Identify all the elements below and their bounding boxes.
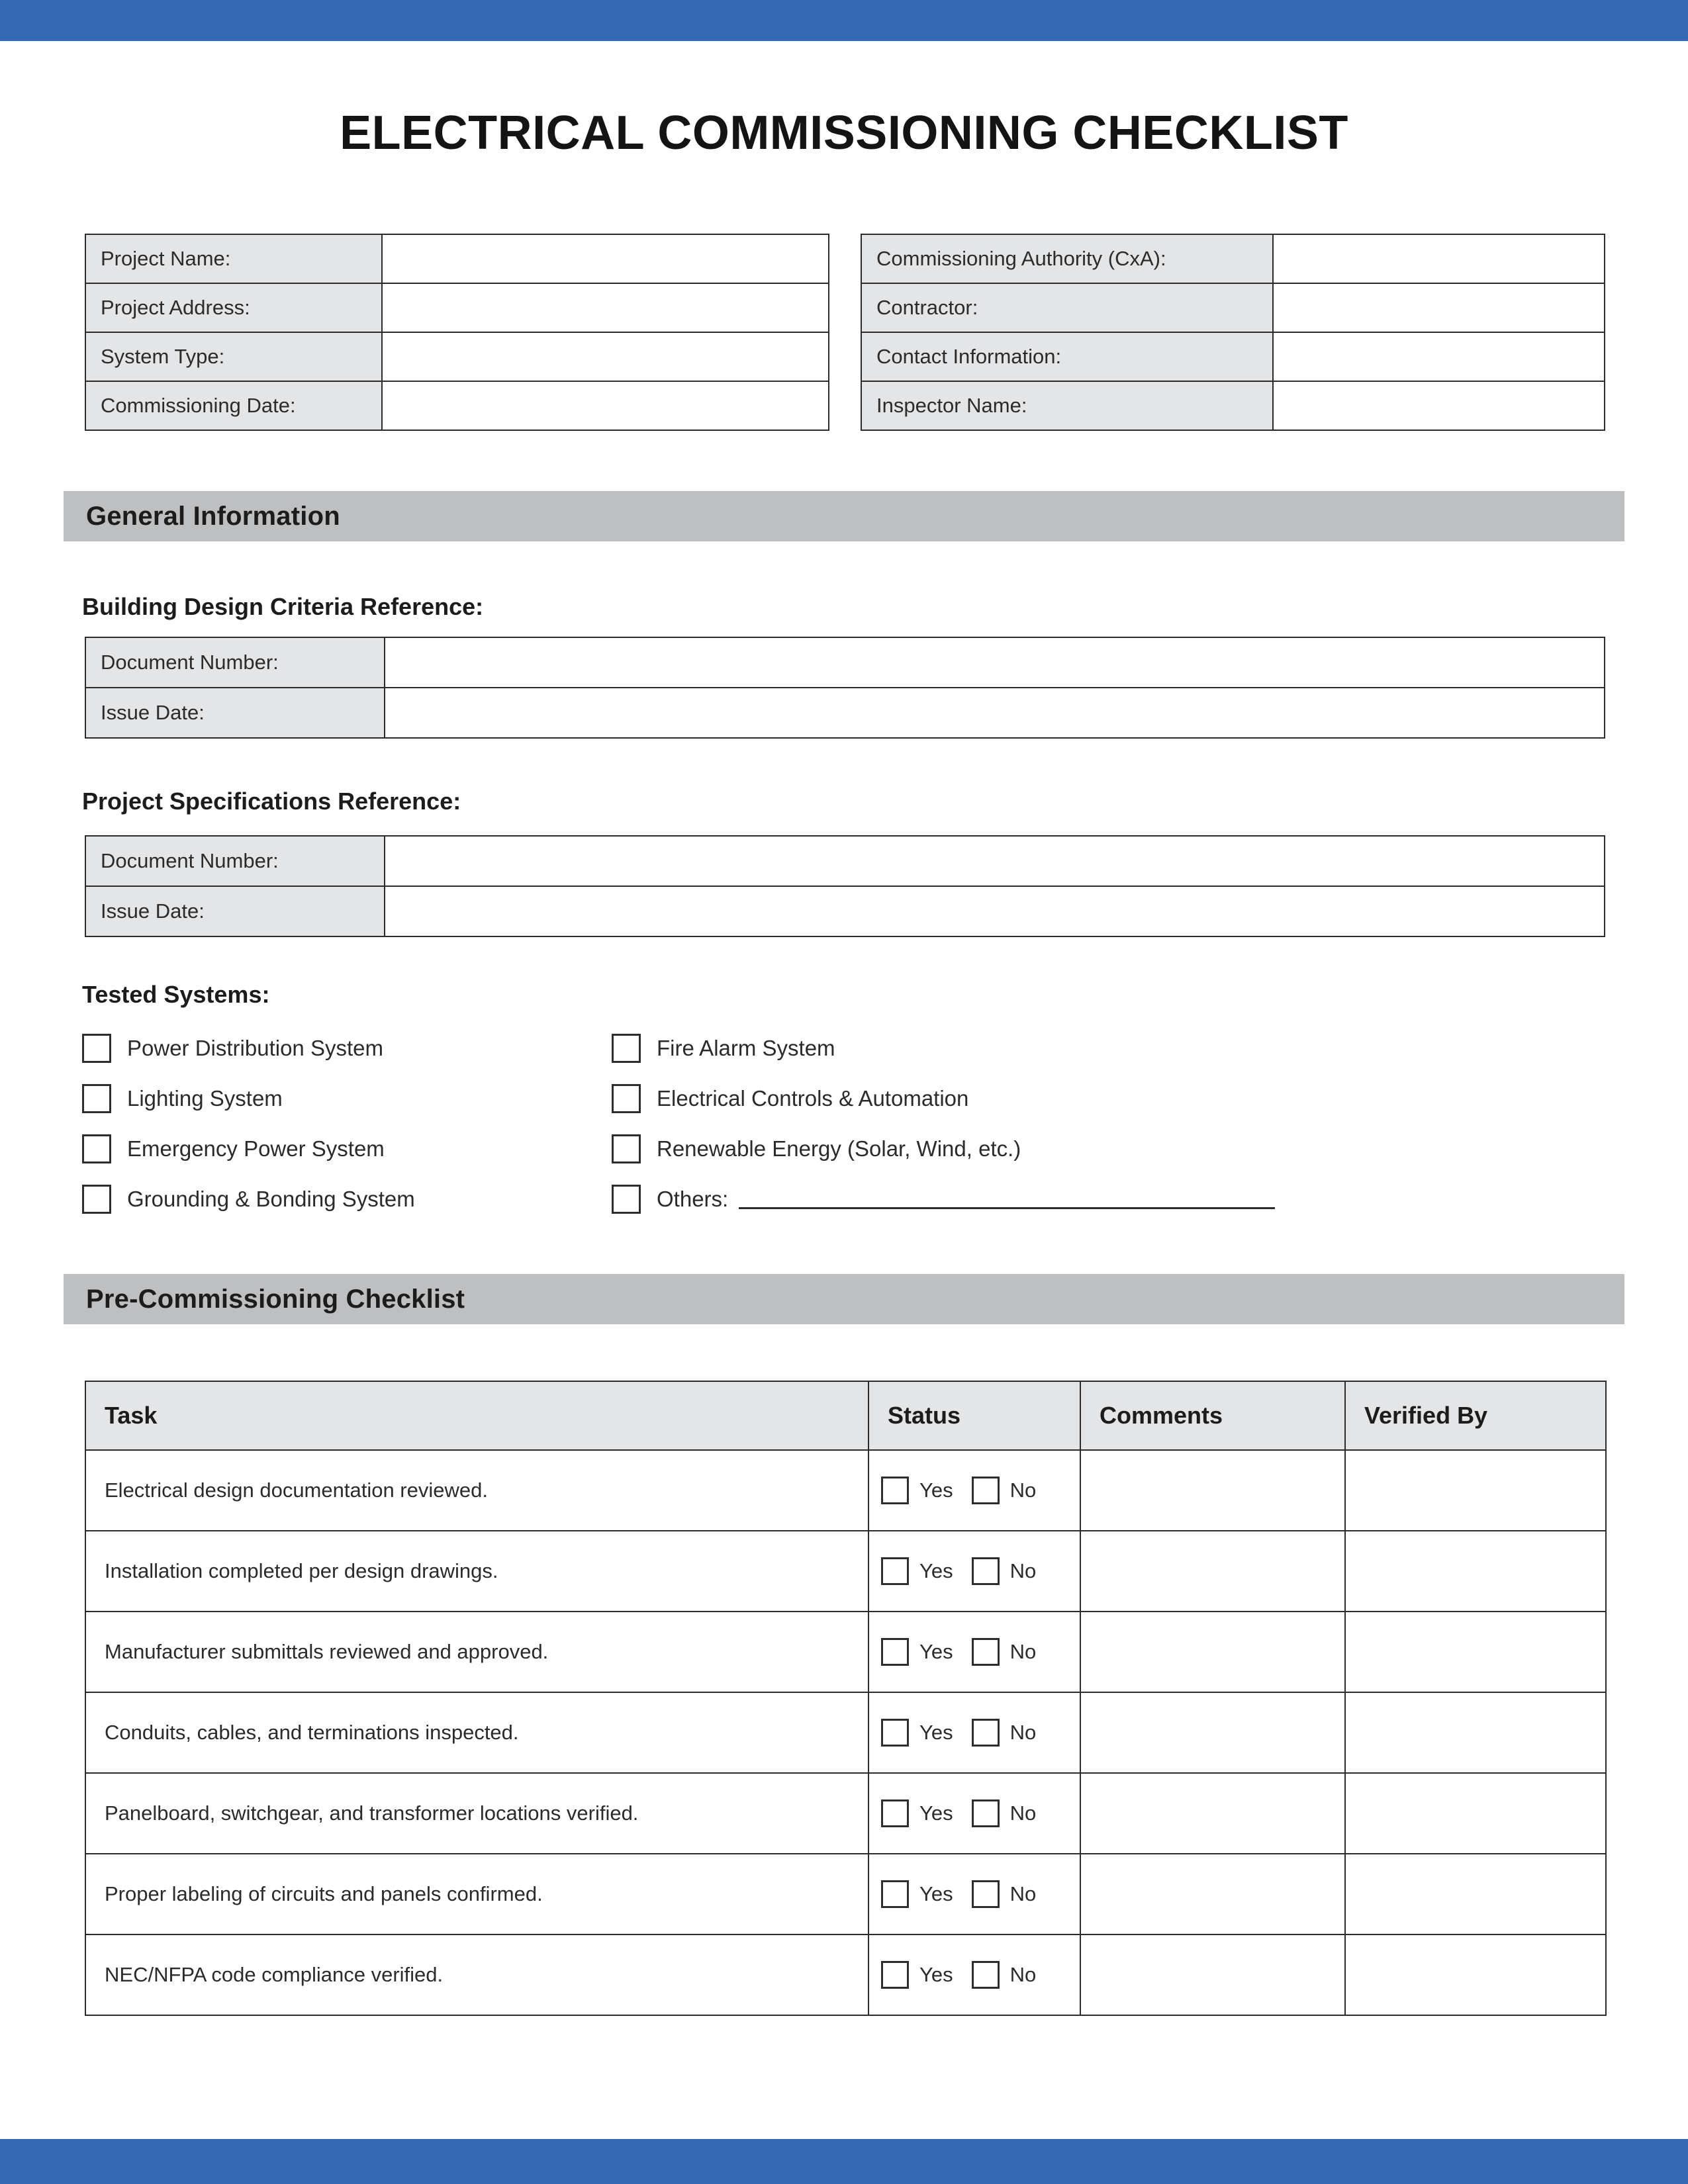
tested-system-option-lighting[interactable] bbox=[82, 1084, 612, 1113]
status-yes-label: Yes bbox=[919, 1963, 953, 1986]
checkbox-label: Renewable Energy (Solar, Wind, etc.) bbox=[657, 1136, 1021, 1161]
table-row bbox=[85, 332, 829, 381]
system-type-input[interactable] bbox=[382, 332, 829, 381]
commissioning-authority-input[interactable] bbox=[1273, 234, 1605, 283]
field-label: Project Name: bbox=[85, 234, 382, 283]
task-text: Manufacturer submittals reviewed and approved. bbox=[85, 1612, 868, 1692]
section-header-general-information: General Information bbox=[64, 491, 1624, 541]
table-row bbox=[85, 283, 829, 332]
tested-system-option-power-distribution[interactable] bbox=[82, 1034, 612, 1063]
status-cell bbox=[868, 1612, 1080, 1692]
checkbox-label: Emergency Power System bbox=[127, 1136, 385, 1161]
contact-information-input[interactable] bbox=[1273, 332, 1605, 381]
checkbox-icon[interactable] bbox=[612, 1034, 641, 1063]
others-write-in-field[interactable] bbox=[739, 1189, 1275, 1209]
column-header-task: Task bbox=[85, 1381, 868, 1450]
table-row bbox=[85, 1773, 1606, 1854]
party-info-body bbox=[861, 234, 1605, 430]
tested-system-option-renewable-energy[interactable] bbox=[612, 1134, 1340, 1163]
header-info-section bbox=[85, 234, 1605, 431]
list-item bbox=[82, 1023, 1472, 1073]
status-yes-label: Yes bbox=[919, 1479, 953, 1502]
table-row bbox=[85, 1934, 1606, 2015]
building-design-criteria-table bbox=[85, 637, 1605, 739]
list-item bbox=[82, 1174, 1472, 1224]
table-row bbox=[861, 381, 1605, 430]
project-info-table bbox=[85, 234, 829, 431]
checkbox-no-icon[interactable] bbox=[972, 1557, 1000, 1585]
status-no-label: No bbox=[1009, 1882, 1037, 1905]
checkbox-icon[interactable] bbox=[82, 1084, 111, 1113]
checkbox-yes-icon[interactable] bbox=[881, 1961, 909, 1989]
checkbox-no-icon[interactable] bbox=[972, 1880, 1000, 1908]
comments-input[interactable] bbox=[1080, 1531, 1345, 1612]
party-info-table bbox=[861, 234, 1605, 431]
field-label: Inspector Name: bbox=[861, 381, 1273, 430]
bdc-document-number-input[interactable] bbox=[385, 637, 1605, 688]
table-row bbox=[85, 1612, 1606, 1692]
column-header-comments: Comments bbox=[1080, 1381, 1345, 1450]
field-label: Contractor: bbox=[861, 283, 1273, 332]
checklist-body bbox=[85, 1450, 1606, 2015]
comments-input[interactable] bbox=[1080, 1773, 1345, 1854]
table-row bbox=[85, 836, 1605, 886]
checkbox-label: Fire Alarm System bbox=[657, 1036, 835, 1060]
checkbox-label: Lighting System bbox=[127, 1086, 283, 1111]
project-info-body bbox=[85, 234, 829, 430]
verified-by-input[interactable] bbox=[1345, 1531, 1606, 1612]
comments-input[interactable] bbox=[1080, 1854, 1345, 1934]
table-row bbox=[861, 234, 1605, 283]
status-no-label: No bbox=[1009, 1721, 1037, 1744]
checkbox-yes-icon[interactable] bbox=[881, 1799, 909, 1827]
status-cell bbox=[868, 1692, 1080, 1773]
inspector-name-input[interactable] bbox=[1273, 381, 1605, 430]
task-text: Conduits, cables, and terminations inspected. bbox=[85, 1692, 868, 1773]
field-label: Contact Information: bbox=[861, 332, 1273, 381]
checkbox-label: Electrical Controls & Automation bbox=[657, 1086, 969, 1111]
field-label: Project Address: bbox=[85, 283, 382, 332]
building-design-criteria-heading: Building Design Criteria Reference: bbox=[82, 593, 484, 620]
task-text: Installation completed per design drawings. bbox=[85, 1531, 868, 1612]
status-cell bbox=[868, 1773, 1080, 1854]
bottom-accent-bar bbox=[0, 2139, 1688, 2184]
spec-document-number-input[interactable] bbox=[385, 836, 1605, 886]
task-text: NEC/NFPA code compliance verified. bbox=[85, 1934, 868, 2015]
comments-input[interactable] bbox=[1080, 1450, 1345, 1531]
column-header-verified-by: Verified By bbox=[1345, 1381, 1606, 1450]
checkbox-yes-icon[interactable] bbox=[881, 1557, 909, 1585]
status-cell bbox=[868, 1531, 1080, 1612]
project-address-input[interactable] bbox=[382, 283, 829, 332]
field-label: Commissioning Authority (CxA): bbox=[861, 234, 1273, 283]
comments-input[interactable] bbox=[1080, 1934, 1345, 2015]
table-row bbox=[85, 1692, 1606, 1773]
comments-input[interactable] bbox=[1080, 1692, 1345, 1773]
checkbox-icon[interactable] bbox=[82, 1185, 111, 1214]
checkbox-icon[interactable] bbox=[612, 1084, 641, 1113]
column-header-status: Status bbox=[868, 1381, 1080, 1450]
table-row bbox=[861, 332, 1605, 381]
project-specifications-table bbox=[85, 835, 1605, 937]
project-specifications-heading: Project Specifications Reference: bbox=[82, 788, 461, 815]
field-label: Document Number: bbox=[85, 637, 385, 688]
table-row bbox=[85, 637, 1605, 688]
checkbox-label: Power Distribution System bbox=[127, 1036, 383, 1060]
checkbox-label: Grounding & Bonding System bbox=[127, 1187, 415, 1211]
status-no-label: No bbox=[1009, 1640, 1037, 1663]
field-label: Commissioning Date: bbox=[85, 381, 382, 430]
checkbox-yes-icon[interactable] bbox=[881, 1638, 909, 1666]
table-row bbox=[85, 1531, 1606, 1612]
status-no-label: No bbox=[1009, 1479, 1037, 1502]
tested-system-option-fire-alarm[interactable] bbox=[612, 1034, 1340, 1063]
verified-by-input[interactable] bbox=[1345, 1450, 1606, 1531]
verified-by-input[interactable] bbox=[1345, 1854, 1606, 1934]
status-yes-label: Yes bbox=[919, 1721, 953, 1744]
table-row bbox=[861, 283, 1605, 332]
checkbox-yes-icon[interactable] bbox=[881, 1477, 909, 1504]
table-header-row bbox=[85, 1381, 1606, 1450]
table-row bbox=[85, 1854, 1606, 1934]
status-yes-label: Yes bbox=[919, 1559, 953, 1582]
checkbox-no-icon[interactable] bbox=[972, 1799, 1000, 1827]
verified-by-input[interactable] bbox=[1345, 1773, 1606, 1854]
checkbox-no-icon[interactable] bbox=[972, 1638, 1000, 1666]
table-row bbox=[85, 886, 1605, 936]
field-label: Issue Date: bbox=[85, 688, 385, 738]
spec-issue-date-input[interactable] bbox=[385, 886, 1605, 936]
table-row bbox=[85, 1450, 1606, 1531]
status-no-label: No bbox=[1009, 1801, 1037, 1825]
contractor-input[interactable] bbox=[1273, 283, 1605, 332]
table-row bbox=[85, 234, 829, 283]
checkbox-icon[interactable] bbox=[82, 1034, 111, 1063]
table-row bbox=[85, 381, 829, 430]
section-header-pre-commissioning-checklist: Pre-Commissioning Checklist bbox=[64, 1274, 1624, 1324]
tested-system-option-emergency-power[interactable] bbox=[82, 1134, 612, 1163]
checkbox-no-icon[interactable] bbox=[972, 1477, 1000, 1504]
tested-system-option-grounding-bonding[interactable] bbox=[82, 1185, 612, 1214]
checkbox-icon[interactable] bbox=[612, 1134, 641, 1163]
tested-systems-grid bbox=[82, 1023, 1472, 1224]
field-label: Issue Date: bbox=[85, 886, 385, 936]
comments-input[interactable] bbox=[1080, 1612, 1345, 1692]
status-cell bbox=[868, 1934, 1080, 2015]
checkbox-icon[interactable] bbox=[82, 1134, 111, 1163]
checkbox-yes-icon[interactable] bbox=[881, 1719, 909, 1747]
task-text: Proper labeling of circuits and panels confirmed. bbox=[85, 1854, 868, 1934]
top-accent-bar bbox=[0, 0, 1688, 41]
pre-commissioning-checklist-table bbox=[85, 1381, 1607, 2016]
verified-by-input[interactable] bbox=[1345, 1692, 1606, 1773]
project-name-input[interactable] bbox=[382, 234, 829, 283]
status-no-label: No bbox=[1009, 1963, 1037, 1986]
checkbox-label: Others: bbox=[657, 1187, 729, 1211]
verified-by-input[interactable] bbox=[1345, 1934, 1606, 2015]
field-label: Document Number: bbox=[85, 836, 385, 886]
checkbox-no-icon[interactable] bbox=[972, 1719, 1000, 1747]
tested-system-option-others[interactable] bbox=[612, 1185, 1340, 1214]
status-cell bbox=[868, 1854, 1080, 1934]
list-item bbox=[82, 1073, 1472, 1124]
status-yes-label: Yes bbox=[919, 1640, 953, 1663]
tested-system-option-electrical-controls[interactable] bbox=[612, 1084, 1340, 1113]
field-label: System Type: bbox=[85, 332, 382, 381]
status-yes-label: Yes bbox=[919, 1882, 953, 1905]
commissioning-date-input[interactable] bbox=[382, 381, 829, 430]
verified-by-input[interactable] bbox=[1345, 1612, 1606, 1692]
checkbox-no-icon[interactable] bbox=[972, 1961, 1000, 1989]
checkbox-icon[interactable] bbox=[612, 1185, 641, 1214]
task-text: Electrical design documentation reviewed. bbox=[85, 1450, 868, 1531]
status-yes-label: Yes bbox=[919, 1801, 953, 1825]
tested-systems-heading: Tested Systems: bbox=[82, 981, 270, 1008]
task-text: Panelboard, switchgear, and transformer locations verified. bbox=[85, 1773, 868, 1854]
table-row bbox=[85, 688, 1605, 738]
checkbox-yes-icon[interactable] bbox=[881, 1880, 909, 1908]
list-item bbox=[82, 1124, 1472, 1174]
status-no-label: No bbox=[1009, 1559, 1037, 1582]
page-title: ELECTRICAL COMMISSIONING CHECKLIST bbox=[340, 107, 1348, 159]
status-cell bbox=[868, 1450, 1080, 1531]
bdc-issue-date-input[interactable] bbox=[385, 688, 1605, 738]
